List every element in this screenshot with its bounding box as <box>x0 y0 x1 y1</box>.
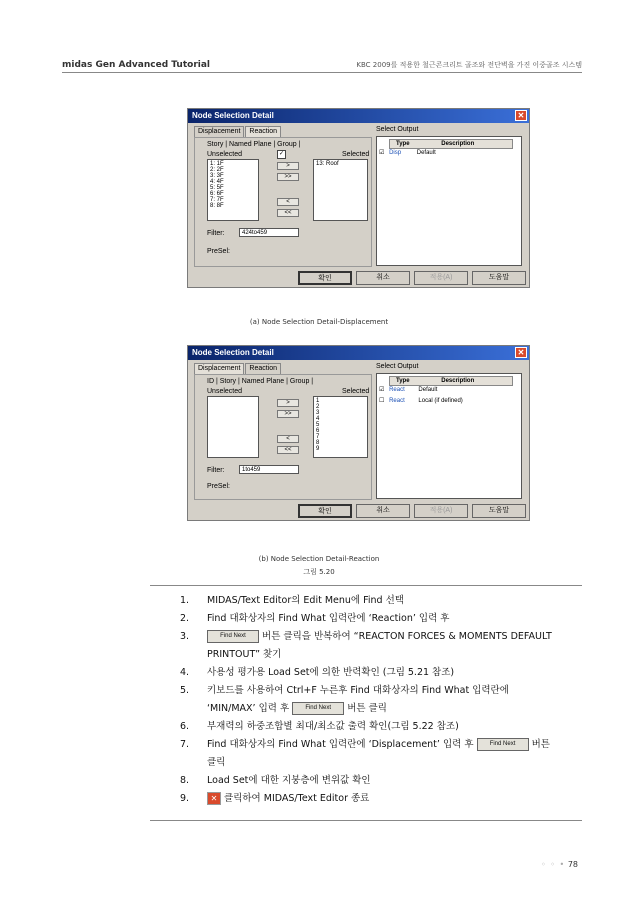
find-next-button: Find Next <box>292 702 344 715</box>
header-rule <box>62 72 582 73</box>
step-text: MIDAS/Text Editor의 Edit Menu에 Find 선택 <box>207 595 404 606</box>
unselected-label: Unselected <box>207 388 243 395</box>
dialog-displacement <box>187 108 530 288</box>
tab-reaction[interactable]: Reaction <box>245 363 281 374</box>
header-left: midas Gen Advanced Tutorial <box>62 60 210 70</box>
col-type: Type <box>396 141 410 147</box>
row-check-icon[interactable]: ☐ <box>379 398 385 404</box>
step-item <box>180 790 552 808</box>
close-icon: ✕ <box>207 792 221 805</box>
col-description: Description <box>441 378 475 384</box>
output-header <box>389 139 513 149</box>
step-item <box>180 718 552 736</box>
step-number: 8. <box>180 775 190 786</box>
step-number: 6. <box>180 721 190 732</box>
caption-a: (a) Node Selection Detail-Displacement <box>249 318 389 326</box>
col-description: Description <box>441 141 475 147</box>
move-right-button[interactable]: > <box>277 162 299 170</box>
move-left-button[interactable]: < <box>277 435 299 443</box>
step-text: 부재력의 하중조합별 최대/최소값 출력 확인(그림 5.22 참조) <box>207 721 459 732</box>
row-desc: Default <box>418 387 438 393</box>
dialog-title-bar <box>188 346 529 360</box>
sub-tabs[interactable]: ID | Story | Named Plane | Group | <box>207 378 314 385</box>
step-number: 9. <box>180 793 190 804</box>
move-right-button[interactable]: > <box>277 399 299 407</box>
cancel-button[interactable]: 취소 <box>356 504 410 518</box>
page-dots: ◦ ◦ • <box>541 860 566 869</box>
close-icon[interactable]: ✕ <box>515 110 527 121</box>
step-number: 4. <box>180 667 190 678</box>
filter-label: Filter: <box>207 467 225 474</box>
ok-button[interactable]: 확인 <box>298 504 352 518</box>
unselected-label: Unselected <box>207 151 243 158</box>
step-text: Find 대화상자의 Find What 입력란에 ‘Displacement’ 입력 후 <box>207 739 474 750</box>
node-pane <box>194 137 372 267</box>
row-desc: Local (if defined) <box>418 398 463 404</box>
check-icon[interactable]: ✓ <box>278 151 285 157</box>
output-table[interactable] <box>376 136 522 266</box>
selected-label: Selected <box>342 388 370 395</box>
output-row[interactable] <box>379 397 513 405</box>
tab-displacement[interactable]: Displacement <box>194 126 244 137</box>
step-number: 2. <box>180 613 190 624</box>
unselected-list[interactable] <box>207 396 259 458</box>
row-check-icon[interactable]: ☑ <box>379 387 385 393</box>
output-row[interactable] <box>379 149 513 157</box>
ok-button[interactable]: 확인 <box>298 271 352 285</box>
step-tail: 버튼 클릭 <box>207 739 550 768</box>
selected-list[interactable]: 13: Roof <box>313 159 368 221</box>
dialog-title: Node Selection Detail <box>192 111 274 120</box>
step-text: Find 대화상자의 Find What 입력란에 ‘Reaction’ 입력 후 <box>207 613 450 624</box>
move-left-button[interactable]: < <box>277 198 299 206</box>
page-number-value: 78 <box>567 860 578 869</box>
step-text: 키보드를 사용하여 Ctrl+F 누른후 Find 대화상자의 Find What 입력란에 ‘MIN/MAX’ 입력 후 <box>207 685 509 714</box>
step-text: 클릭하여 MIDAS/Text Editor 종료 <box>224 793 370 804</box>
apply-button[interactable]: 적용(A) <box>414 271 468 285</box>
step-tail: 버튼 클릭 <box>347 703 387 714</box>
selected-list[interactable]: 1 2 3 4 5 6 7 8 9 <box>313 396 368 458</box>
find-next-button: Find Next <box>207 630 259 643</box>
selected-label: Selected <box>342 151 370 158</box>
caption-b: (b) Node Selection Detail-Reaction <box>258 555 380 563</box>
filter-input[interactable]: 424to459 <box>239 228 299 237</box>
output-label: Select Output <box>376 126 419 133</box>
tab-bar <box>194 363 282 374</box>
step-item <box>180 736 552 772</box>
step-text: 사용성 평가용 Load Set에 의한 반력확인 (그림 5.21 참조) <box>207 667 455 678</box>
output-table[interactable] <box>376 373 522 499</box>
header-right: KBC 2009를 적용한 철근콘크리트 골조와 전단벽을 가진 이중골조 시스템 <box>356 61 582 69</box>
cancel-button[interactable]: 취소 <box>356 271 410 285</box>
step-number: 5. <box>180 685 190 696</box>
step-number: 1. <box>180 595 190 606</box>
find-next-button: Find Next <box>477 738 529 751</box>
filter-input[interactable]: 1to459 <box>239 465 299 474</box>
step-item <box>180 628 552 664</box>
step-item <box>180 610 552 628</box>
output-row[interactable] <box>379 386 513 394</box>
move-all-left-button[interactable]: << <box>277 209 299 217</box>
row-type: React <box>389 387 405 393</box>
step-item <box>180 664 552 682</box>
presel-label: PreSel: <box>207 248 230 255</box>
step-item <box>180 772 552 790</box>
close-icon[interactable]: ✕ <box>515 347 527 358</box>
page-number <box>541 860 578 869</box>
help-button[interactable]: 도움말 <box>472 504 526 518</box>
step-item <box>180 682 552 718</box>
step-number: 3. <box>180 631 190 642</box>
unselected-list[interactable]: 1: 1F 2: 2F 3: 3F 4: 4F 5: 5F 6: 6F 7: 7F 8: 8F <box>207 159 259 221</box>
step-text: 버튼 클릭을 반복하여 “REACTON FORCES & MOMENTS DEFAULT PRINTOUT” 찾기 <box>207 631 552 660</box>
row-check-icon[interactable]: ☑ <box>379 150 385 156</box>
steps-bottom-rule <box>150 820 582 821</box>
move-all-left-button[interactable]: << <box>277 446 299 454</box>
presel-label: PreSel: <box>207 483 230 490</box>
steps-top-rule <box>150 585 582 586</box>
move-all-right-button[interactable]: >> <box>277 173 299 181</box>
apply-button[interactable]: 적용(A) <box>414 504 468 518</box>
row-type: Disp <box>389 150 402 156</box>
steps-list <box>180 592 552 808</box>
sub-tabs[interactable]: Story | Named Plane | Group | <box>207 141 301 148</box>
tab-reaction[interactable]: Reaction <box>245 126 281 137</box>
output-header <box>389 376 513 386</box>
move-all-right-button[interactable]: >> <box>277 410 299 418</box>
dialog-title: Node Selection Detail <box>192 348 274 357</box>
step-item <box>180 592 552 610</box>
tab-bar <box>194 126 282 137</box>
dialog-title-bar <box>188 109 529 123</box>
row-desc: Default <box>416 150 436 156</box>
help-button[interactable]: 도움말 <box>472 271 526 285</box>
row-type: React <box>389 398 405 404</box>
output-label: Select Output <box>376 363 419 370</box>
filter-label: Filter: <box>207 230 225 237</box>
dialog-reaction <box>187 345 530 521</box>
tab-displacement[interactable]: Displacement <box>194 363 244 374</box>
figure-label: 그림 5.20 <box>303 568 335 576</box>
step-number: 7. <box>180 739 190 750</box>
step-text: Load Set에 대한 지붕층에 변위값 확인 <box>207 775 371 786</box>
col-type: Type <box>396 378 410 384</box>
node-pane <box>194 374 372 500</box>
